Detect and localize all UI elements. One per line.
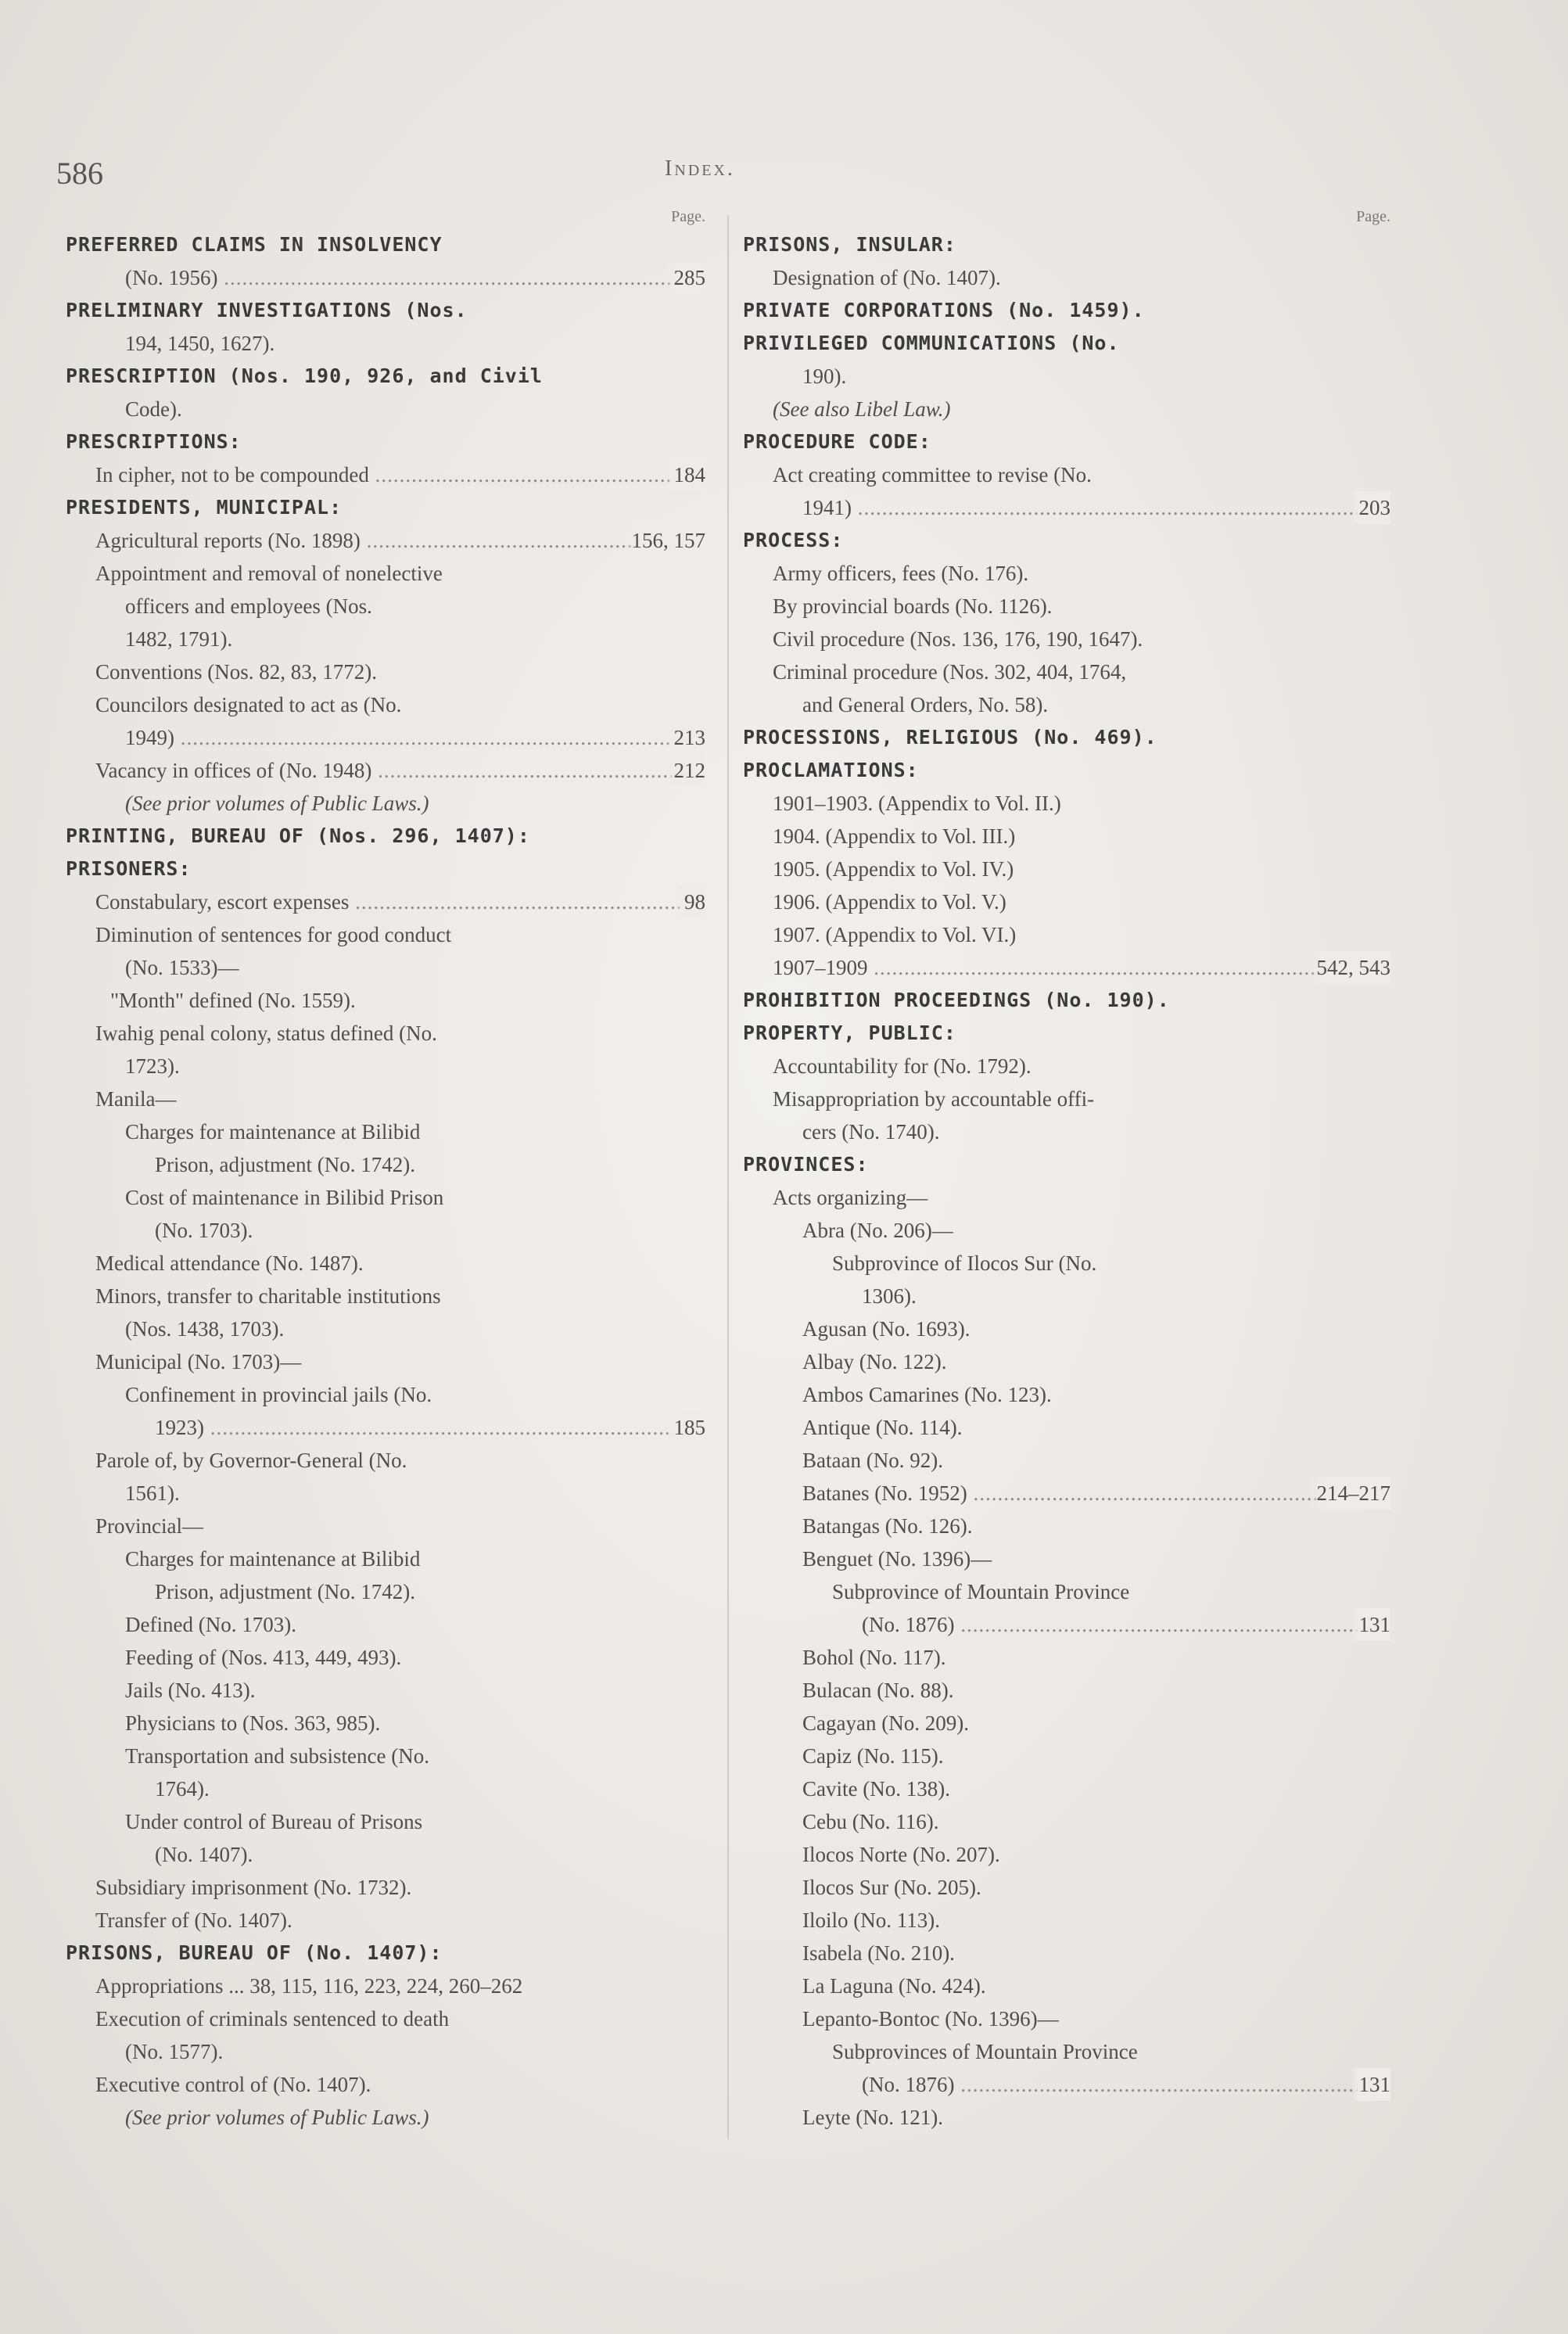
index-entry bbox=[66, 1707, 705, 1740]
index-heading bbox=[66, 1937, 705, 1970]
entry-text: Bataan (No. 92). bbox=[802, 1449, 943, 1472]
index-entry bbox=[66, 1411, 705, 1444]
index-heading bbox=[66, 360, 705, 393]
index-heading bbox=[66, 426, 705, 458]
index-entry bbox=[66, 1542, 705, 1575]
entry-text: Bohol (No. 117). bbox=[802, 1646, 946, 1669]
entry-text: Civil procedure (Nos. 136, 176, 190, 1647). bbox=[773, 627, 1143, 651]
index-entry bbox=[66, 261, 705, 294]
index-entry bbox=[743, 590, 1390, 623]
entry-text: PRISONS, BUREAU OF (No. 1407): bbox=[66, 1941, 443, 1964]
entry-text: PROCESS: bbox=[743, 529, 844, 551]
index-heading bbox=[66, 294, 705, 327]
entry-text: Iloilo (No. 113). bbox=[802, 1908, 940, 1932]
index-entry bbox=[66, 458, 705, 491]
index-entry bbox=[743, 1608, 1390, 1641]
index-entry bbox=[66, 1280, 705, 1312]
entry-text: Executive control of (No. 1407). bbox=[95, 2073, 371, 2096]
index-entry bbox=[743, 557, 1390, 590]
entry-text: PRESIDENTS, MUNICIPAL: bbox=[66, 496, 343, 519]
index-heading bbox=[743, 294, 1390, 327]
index-entry bbox=[66, 2068, 705, 2101]
index-entry bbox=[66, 1378, 705, 1411]
entry-page-ref: 212 bbox=[666, 754, 706, 787]
index-entry bbox=[743, 393, 1390, 426]
index-entry bbox=[743, 1838, 1390, 1871]
index-entry bbox=[743, 1772, 1390, 1805]
index-entry bbox=[743, 360, 1390, 393]
entry-text: Cebu (No. 116). bbox=[802, 1810, 939, 1833]
index-entry bbox=[66, 721, 705, 754]
index-entry bbox=[66, 1575, 705, 1608]
entry-text: (No. 1703). bbox=[155, 1219, 253, 1242]
index-entry bbox=[66, 557, 705, 590]
entry-page-ref: 156, 157 bbox=[624, 524, 706, 557]
entry-text: 1941) ..... bbox=[802, 496, 1390, 519]
entry-text: Army officers, fees (No. 176). bbox=[773, 562, 1029, 585]
entry-text: Leyte (No. 121). bbox=[802, 2106, 943, 2129]
index-entry bbox=[743, 885, 1390, 918]
entry-text: Isabela (No. 210). bbox=[802, 1941, 955, 1965]
index-entry bbox=[66, 1148, 705, 1181]
index-entry bbox=[66, 1641, 705, 1674]
index-entry bbox=[743, 1904, 1390, 1937]
entry-text: (No. 1956) ..... bbox=[125, 266, 705, 289]
index-entry bbox=[743, 1444, 1390, 1477]
index-entry bbox=[743, 1083, 1390, 1115]
index-entry bbox=[66, 327, 705, 360]
index-entry bbox=[66, 1477, 705, 1510]
index-entry bbox=[66, 2035, 705, 2068]
running-head: Index. bbox=[665, 156, 735, 181]
entry-text: 1904. (Appendix to Vol. III.) bbox=[773, 824, 1016, 848]
index-column-left bbox=[66, 205, 705, 2134]
index-entry bbox=[66, 655, 705, 688]
entry-text: Diminution of sentences for good conduct bbox=[95, 923, 452, 946]
index-entry bbox=[66, 2101, 705, 2134]
index-entry bbox=[743, 1378, 1390, 1411]
entry-text: cers (No. 1740). bbox=[802, 1120, 940, 1144]
entry-text: PROVINCES: bbox=[743, 1153, 869, 1176]
entry-text: Batanes (No. 1952) ..... bbox=[802, 1481, 1390, 1505]
index-heading bbox=[66, 228, 705, 261]
index-entry bbox=[743, 1115, 1390, 1148]
entry-text: 1764). bbox=[155, 1777, 210, 1801]
entry-text: Batangas (No. 126). bbox=[802, 1514, 973, 1538]
entry-text: 1906. (Appendix to Vol. V.) bbox=[773, 890, 1006, 914]
index-entry bbox=[743, 2068, 1390, 2101]
index-entry bbox=[743, 1707, 1390, 1740]
entry-page-ref: 185 bbox=[666, 1411, 706, 1444]
index-entry bbox=[743, 261, 1390, 294]
index-entry bbox=[743, 1871, 1390, 1904]
index-entry bbox=[743, 1411, 1390, 1444]
index-entry bbox=[743, 1542, 1390, 1575]
index-entry bbox=[743, 458, 1390, 491]
entry-text: Albay (No. 122). bbox=[802, 1350, 947, 1373]
index-entry bbox=[66, 1510, 705, 1542]
entry-text: PRIVATE CORPORATIONS (No. 1459). bbox=[743, 299, 1145, 321]
entry-text: 1723). bbox=[125, 1054, 180, 1078]
entry-text: (Nos. 1438, 1703). bbox=[125, 1317, 285, 1341]
entry-text: Medical attendance (No. 1487). bbox=[95, 1251, 364, 1275]
entry-text: Minors, transfer to charitable institutions bbox=[95, 1284, 441, 1308]
entry-text: Under control of Bureau of Prisons bbox=[125, 1810, 423, 1833]
index-entry bbox=[66, 1838, 705, 1871]
entry-text: Charges for maintenance at Bilibid bbox=[125, 1120, 421, 1144]
entry-text: 1907–1909 ..... bbox=[773, 956, 1390, 979]
entry-text: (No. 1876) ..... bbox=[862, 1613, 1390, 1636]
index-entry bbox=[743, 491, 1390, 524]
index-entry bbox=[743, 1575, 1390, 1608]
index-entry bbox=[743, 1312, 1390, 1345]
entry-text: Manila— bbox=[95, 1087, 177, 1111]
index-entry bbox=[66, 1904, 705, 1937]
index-entry bbox=[66, 1247, 705, 1280]
index-entry bbox=[66, 1608, 705, 1641]
index-entry bbox=[743, 2035, 1390, 2068]
entry-text: La Laguna (No. 424). bbox=[802, 1974, 986, 1998]
entry-text: Agricultural reports (No. 1898) ..... bbox=[95, 529, 705, 552]
index-entry bbox=[66, 1115, 705, 1148]
index-entry bbox=[743, 1477, 1390, 1510]
entry-text: Ambos Camarines (No. 123). bbox=[802, 1383, 1052, 1406]
entry-text: PRISONS, INSULAR: bbox=[743, 233, 956, 256]
entry-page-ref: 214–217 bbox=[1309, 1477, 1391, 1510]
entry-text: Confinement in provincial jails (No. bbox=[125, 1383, 432, 1406]
index-entry bbox=[66, 524, 705, 557]
index-entry bbox=[743, 2101, 1390, 2134]
entry-text: Jails (No. 413). bbox=[125, 1679, 256, 1702]
index-entry bbox=[66, 1017, 705, 1050]
index-entry bbox=[66, 1345, 705, 1378]
entry-page-ref: 184 bbox=[666, 458, 706, 491]
entry-text: Acts organizing— bbox=[773, 1186, 928, 1209]
entry-text: PREFERRED CLAIMS IN INSOLVENCY bbox=[66, 233, 443, 256]
entry-page-ref: 285 bbox=[666, 261, 706, 294]
index-heading bbox=[66, 491, 705, 524]
entry-text: officers and employees (Nos. bbox=[125, 594, 372, 618]
index-heading bbox=[66, 853, 705, 885]
index-entry bbox=[743, 1181, 1390, 1214]
entry-text: "Month" defined (No. 1559). bbox=[110, 989, 356, 1012]
entry-text: Iwahig penal colony, status defined (No. bbox=[95, 1022, 437, 1045]
index-entry bbox=[66, 1444, 705, 1477]
index-entry bbox=[66, 1772, 705, 1805]
entry-text: Parole of, by Governor-General (No. bbox=[95, 1449, 407, 1472]
index-entry bbox=[66, 951, 705, 984]
entry-page-ref: 98 bbox=[676, 885, 705, 918]
index-entry bbox=[66, 754, 705, 787]
index-heading bbox=[66, 820, 705, 853]
index-column-right bbox=[743, 205, 1390, 2134]
index-entry bbox=[66, 918, 705, 951]
entry-text: Conventions (Nos. 82, 83, 1772). bbox=[95, 660, 377, 684]
index-entry bbox=[743, 623, 1390, 655]
index-entry bbox=[66, 1214, 705, 1247]
index-entry bbox=[743, 820, 1390, 853]
entry-text: In cipher, not to be compounded ..... bbox=[95, 463, 705, 487]
index-entry bbox=[743, 1345, 1390, 1378]
entry-text: Subprovince of Ilocos Sur (No. bbox=[832, 1251, 1097, 1275]
entry-text: PROPERTY, PUBLIC: bbox=[743, 1022, 956, 1044]
entry-text: Transportation and subsistence (No. bbox=[125, 1744, 429, 1768]
index-heading bbox=[743, 228, 1390, 261]
entry-text: 1482, 1791). bbox=[125, 627, 233, 651]
entry-text: Abra (No. 206)— bbox=[802, 1219, 953, 1242]
entry-text: Lepanto-Bontoc (No. 1396)— bbox=[802, 2007, 1059, 2031]
index-entry bbox=[743, 1247, 1390, 1280]
index-entry bbox=[66, 590, 705, 623]
page-column-label: Page. bbox=[1356, 208, 1390, 225]
entry-text: Capiz (No. 115). bbox=[802, 1744, 944, 1768]
entry-text: Code). bbox=[125, 397, 182, 421]
index-entry bbox=[66, 885, 705, 918]
index-entry bbox=[743, 655, 1390, 688]
entry-text: PROCLAMATIONS: bbox=[743, 759, 919, 781]
index-entry bbox=[66, 1083, 705, 1115]
entry-text: 190). bbox=[802, 364, 847, 388]
entry-text: PRINTING, BUREAU OF (Nos. 296, 1407): bbox=[66, 824, 530, 847]
entry-text: Provincial— bbox=[95, 1514, 203, 1538]
index-heading bbox=[743, 984, 1390, 1017]
entry-text: PRESCRIPTIONS: bbox=[66, 430, 242, 453]
entry-text: (See also Libel Law.) bbox=[773, 397, 951, 421]
index-entry bbox=[66, 623, 705, 655]
entry-text: PROHIBITION PROCEEDINGS (No. 190). bbox=[743, 989, 1170, 1011]
entry-text: PRISONERS: bbox=[66, 857, 192, 880]
entry-text: Appointment and removal of nonelective bbox=[95, 562, 443, 585]
index-entry bbox=[743, 1214, 1390, 1247]
index-entry bbox=[743, 951, 1390, 984]
page-number: 586 bbox=[56, 156, 103, 191]
entry-page-ref: 213 bbox=[666, 721, 706, 754]
index-entry bbox=[66, 688, 705, 721]
index-entry bbox=[743, 2002, 1390, 2035]
entry-text: Transfer of (No. 1407). bbox=[95, 1908, 292, 1932]
index-entry bbox=[743, 1970, 1390, 2002]
entry-text: Feeding of (Nos. 413, 449, 493). bbox=[125, 1646, 402, 1669]
entry-text: (See prior volumes of Public Laws.) bbox=[125, 2106, 429, 2129]
entry-text: 1306). bbox=[862, 1284, 917, 1308]
entry-text: 1901–1903. (Appendix to Vol. II.) bbox=[773, 792, 1061, 815]
entry-text: Designation of (No. 1407). bbox=[773, 266, 1001, 289]
index-entry bbox=[743, 918, 1390, 951]
entry-text: Physicians to (Nos. 363, 985). bbox=[125, 1711, 381, 1735]
index-entry bbox=[743, 1280, 1390, 1312]
entry-text: Agusan (No. 1693). bbox=[802, 1317, 971, 1341]
entry-text: Antique (No. 114). bbox=[802, 1416, 963, 1439]
index-entry bbox=[66, 1674, 705, 1707]
entry-text: Execution of criminals sentenced to death bbox=[95, 2007, 450, 2031]
index-heading bbox=[743, 1017, 1390, 1050]
index-entry bbox=[743, 1510, 1390, 1542]
entry-text: By provincial boards (No. 1126). bbox=[773, 594, 1053, 618]
entry-text: Benguet (No. 1396)— bbox=[802, 1547, 992, 1571]
entry-text: 1561). bbox=[125, 1481, 180, 1505]
entry-text: 1905. (Appendix to Vol. IV.) bbox=[773, 857, 1014, 881]
entry-text: Cavite (No. 138). bbox=[802, 1777, 950, 1801]
entry-text: 1949) ..... bbox=[125, 726, 705, 749]
entry-text: Prison, adjustment (No. 1742). bbox=[155, 1580, 415, 1603]
entry-text: Ilocos Sur (No. 205). bbox=[802, 1876, 981, 1899]
index-entry bbox=[66, 1970, 705, 2002]
entry-text: 1907. (Appendix to Vol. VI.) bbox=[773, 923, 1017, 946]
page-header bbox=[0, 149, 1568, 196]
index-heading bbox=[743, 1148, 1390, 1181]
index-entry bbox=[66, 1312, 705, 1345]
entry-text: Ilocos Norte (No. 207). bbox=[802, 1843, 1000, 1866]
entry-text: Subprovince of Mountain Province bbox=[832, 1580, 1130, 1603]
index-heading bbox=[743, 327, 1390, 360]
index-entry bbox=[66, 1740, 705, 1772]
entry-text: Subprovinces of Mountain Province bbox=[832, 2040, 1138, 2063]
entry-text: (No. 1577). bbox=[125, 2040, 224, 2063]
entry-text: 194, 1450, 1627). bbox=[125, 332, 275, 355]
index-entry bbox=[66, 1805, 705, 1838]
entry-text: (No. 1533)— bbox=[125, 956, 239, 979]
index-entry bbox=[743, 1805, 1390, 1838]
entry-text: Act creating committee to revise (No. bbox=[773, 463, 1092, 487]
index-entry bbox=[66, 393, 705, 426]
entry-text: Cost of maintenance in Bilibid Prison bbox=[125, 1186, 444, 1209]
entry-text: 1923) ..... bbox=[155, 1416, 705, 1439]
entry-text: Misappropriation by accountable offi- bbox=[773, 1087, 1095, 1111]
entry-text: Accountability for (No. 1792). bbox=[773, 1054, 1032, 1078]
index-entry bbox=[66, 984, 705, 1017]
page-column-label: Page. bbox=[671, 208, 705, 225]
entry-text: Cagayan (No. 209). bbox=[802, 1711, 969, 1735]
index-entry bbox=[66, 1871, 705, 1904]
entry-text: Subsidiary imprisonment (No. 1732). bbox=[95, 1876, 412, 1899]
entry-page-ref: 131 bbox=[1351, 2068, 1391, 2101]
entry-text: Bulacan (No. 88). bbox=[802, 1679, 954, 1702]
entry-text: PRIVILEGED COMMUNICATIONS (No. bbox=[743, 332, 1120, 354]
entry-text: (See prior volumes of Public Laws.) bbox=[125, 792, 429, 815]
entry-text: Vacancy in offices of (No. 1948) ..... bbox=[95, 759, 705, 782]
entry-text: Charges for maintenance at Bilibid bbox=[125, 1547, 421, 1571]
entry-text: Prison, adjustment (No. 1742). bbox=[155, 1153, 415, 1176]
index-entry bbox=[743, 1674, 1390, 1707]
entry-text: Councilors designated to act as (No. bbox=[95, 693, 402, 716]
index-entry bbox=[743, 688, 1390, 721]
entry-page-ref: 203 bbox=[1351, 491, 1391, 524]
entry-text: and General Orders, No. 58). bbox=[802, 693, 1049, 716]
index-heading bbox=[743, 524, 1390, 557]
index-heading bbox=[743, 754, 1390, 787]
index-entry bbox=[66, 1181, 705, 1214]
index-entry bbox=[743, 1740, 1390, 1772]
entry-text: (No. 1407). bbox=[155, 1843, 253, 1866]
entry-text: Defined (No. 1703). bbox=[125, 1613, 296, 1636]
entry-text: PROCESSIONS, RELIGIOUS (No. 469). bbox=[743, 726, 1157, 749]
entry-text: Appropriations ... 38, 115, 116, 223, 224, 260–262 bbox=[95, 1974, 523, 1998]
index-entry bbox=[66, 1050, 705, 1083]
index-entry bbox=[743, 787, 1390, 820]
index-entry bbox=[743, 853, 1390, 885]
entry-text: PRELIMINARY INVESTIGATIONS (Nos. bbox=[66, 299, 468, 321]
entry-page-ref: 542, 543 bbox=[1309, 951, 1391, 984]
index-entry bbox=[743, 1641, 1390, 1674]
index-entry bbox=[743, 1937, 1390, 1970]
column-divider bbox=[727, 215, 729, 2139]
index-entry bbox=[743, 1050, 1390, 1083]
entry-text: Constabulary, escort expenses ..... bbox=[95, 890, 705, 914]
entry-text: PRESCRIPTION (Nos. 190, 926, and Civil bbox=[66, 364, 543, 387]
entry-text: Municipal (No. 1703)— bbox=[95, 1350, 302, 1373]
index-entry bbox=[66, 2002, 705, 2035]
entry-text: PROCEDURE CODE: bbox=[743, 430, 931, 453]
entry-page-ref: 131 bbox=[1351, 1608, 1391, 1641]
index-heading bbox=[743, 721, 1390, 754]
entry-text: (No. 1876) ..... bbox=[862, 2073, 1390, 2096]
index-heading bbox=[743, 426, 1390, 458]
entry-text: Criminal procedure (Nos. 302, 404, 1764, bbox=[773, 660, 1127, 684]
index-entry bbox=[66, 787, 705, 820]
